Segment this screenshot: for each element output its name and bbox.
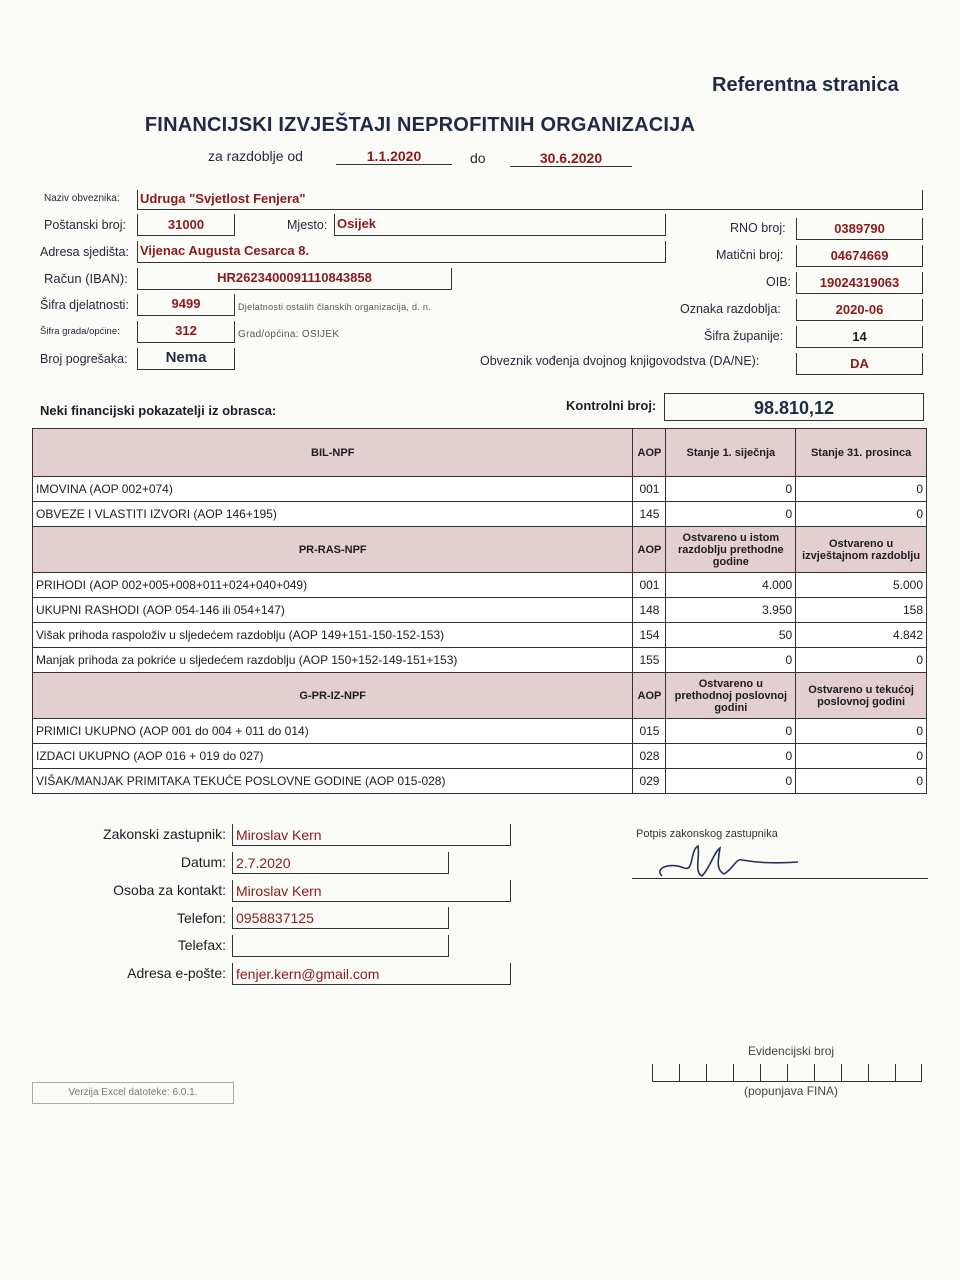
postal-label: Poštanski broj: xyxy=(44,218,126,232)
row-aop: 001 xyxy=(633,573,666,598)
row-label: VIŠAK/MANJAK PRIMITAKA TEKUĆE POSLOVNE GODINE (AOP 015-028) xyxy=(33,769,633,794)
address-field xyxy=(137,241,666,263)
period-to: 30.6.2020 xyxy=(510,150,632,167)
table-row xyxy=(33,477,927,502)
signature-mark xyxy=(650,838,810,888)
signature-label: Potpis zakonskog zastupnika xyxy=(636,828,778,840)
city-code: 312 xyxy=(137,321,235,343)
postal-value: 31000 xyxy=(137,214,235,236)
city-label: Mjesto: xyxy=(287,218,328,232)
aop-header: AOP xyxy=(633,429,666,477)
col2-header: Ostvareno u tekućoj poslovnoj godini xyxy=(796,673,927,719)
period-code-value: 2020-06 xyxy=(796,299,923,321)
iban-value: HR2623400091110843858 xyxy=(137,268,452,290)
date-label: Datum: xyxy=(180,854,226,870)
registry-label: Evidencijski broj xyxy=(748,1044,835,1058)
section-header-pr-ras xyxy=(33,527,927,573)
row-aop: 148 xyxy=(633,598,666,623)
fax-value xyxy=(232,935,449,957)
row-aop: 015 xyxy=(633,719,666,744)
rno-value: 0389790 xyxy=(796,218,923,240)
row-label: PRIMICI UKUPNO (AOP 001 do 004 + 011 do 014) xyxy=(33,719,633,744)
table-row xyxy=(33,648,927,673)
col2-header: Ostvareno u izvještajnom razdoblju xyxy=(796,527,927,573)
row-value-2: 0 xyxy=(796,744,927,769)
indicators-label: Neki financijski pokazatelji iz obrasca: xyxy=(40,403,277,418)
row-value-1: 0 xyxy=(666,502,796,527)
city-desc: Grad/općina: OSIJEK xyxy=(238,329,340,340)
phone-label: Telefon: xyxy=(176,910,226,926)
row-value-1: 0 xyxy=(666,769,796,794)
errors-label: Broj pogrešaka: xyxy=(40,352,128,366)
row-value-2: 4.842 xyxy=(796,623,927,648)
table-row xyxy=(33,502,927,527)
address-label: Adresa sjedišta: xyxy=(40,245,129,259)
row-value-2: 158 xyxy=(796,598,927,623)
aop-header: AOP xyxy=(633,527,666,573)
table-row xyxy=(33,744,927,769)
aop-header: AOP xyxy=(633,673,666,719)
county-value: 14 xyxy=(796,326,923,348)
rno-label: RNO broj: xyxy=(730,221,786,235)
row-aop: 001 xyxy=(633,477,666,502)
row-label: OBVEZE I VLASTITI IZVORI (AOP 146+195) xyxy=(33,502,633,527)
activity-code: 9499 xyxy=(137,294,235,316)
city-field xyxy=(334,214,666,236)
row-value-1: 0 xyxy=(666,648,796,673)
oib-value: 19024319063 xyxy=(796,272,923,294)
period-to-label: do xyxy=(470,150,486,166)
row-label: Višak prihoda raspoloživ u sljedećem razdoblju (AOP 149+151-150-152-153) xyxy=(33,623,633,648)
row-label: PRIHODI (AOP 002+005+008+011+024+040+049) xyxy=(33,573,633,598)
reference-page-label: Referentna stranica xyxy=(712,74,899,96)
period-label: za razdoblje od xyxy=(208,148,303,164)
row-value-1: 0 xyxy=(666,744,796,769)
row-value-1: 50 xyxy=(666,623,796,648)
mb-value: 04674669 xyxy=(796,245,923,267)
double-value: DA xyxy=(796,353,923,375)
period-code-label: Oznaka razdoblja: xyxy=(680,302,781,316)
email-value: fenjer.kern@gmail.com xyxy=(232,963,511,985)
row-aop: 029 xyxy=(633,769,666,794)
col1-header: Ostvareno u istom razdoblju prethodne godine xyxy=(666,527,796,573)
row-value-2: 0 xyxy=(796,719,927,744)
oib-label: OIB: xyxy=(766,275,792,289)
row-value-2: 0 xyxy=(796,648,927,673)
financial-table xyxy=(32,428,927,794)
person-label: Osoba za kontakt: xyxy=(113,882,226,898)
row-value-2: 0 xyxy=(796,477,927,502)
signature-line xyxy=(632,878,928,879)
row-value-2: 5.000 xyxy=(796,573,927,598)
col1-header: Stanje 1. siječnja xyxy=(666,429,796,477)
person-value: Miroslav Kern xyxy=(232,880,511,902)
row-value-1: 3.950 xyxy=(666,598,796,623)
row-label: UKUPNI RASHODI (AOP 054-146 ili 054+147) xyxy=(33,598,633,623)
row-aop: 028 xyxy=(633,744,666,769)
table-row xyxy=(33,719,927,744)
city-code-label: Šifra grada/općine: xyxy=(40,326,120,337)
period-from: 1.1.2020 xyxy=(336,148,452,165)
section-header-bil xyxy=(33,429,927,477)
row-label: Manjak prihoda za pokriće u sljedećem razdoblju (AOP 150+152-149-151+153) xyxy=(33,648,633,673)
registry-note: (popunjava FINA) xyxy=(744,1084,839,1098)
table-row xyxy=(33,623,927,648)
section-header-g-pr-iz xyxy=(33,673,927,719)
col2-header: Stanje 31. prosinca xyxy=(796,429,927,477)
row-aop: 155 xyxy=(633,648,666,673)
row-value-2: 0 xyxy=(796,502,927,527)
section-title: BIL-NPF xyxy=(33,429,633,477)
control-value: 98.810,12 xyxy=(664,393,924,421)
fax-label: Telefax: xyxy=(177,937,226,953)
name-value: Udruga "Svjetlost Fenjera" xyxy=(140,191,306,206)
mb-label: Matični broj: xyxy=(716,248,784,262)
table-row xyxy=(33,598,927,623)
page-title: FINANCIJSKI IZVJEŠTAJI NEPROFITNIH ORGANIZACIJA xyxy=(144,114,696,136)
phone-value: 0958837125 xyxy=(232,907,449,929)
iban-label: Račun (IBAN): xyxy=(44,271,128,286)
county-label: Šifra županije: xyxy=(704,329,784,343)
row-label: IZDACI UKUPNO (AOP 016 + 019 do 027) xyxy=(33,744,633,769)
name-label: Naziv obveznika: xyxy=(44,193,120,204)
table-row xyxy=(33,573,927,598)
errors-value: Nema xyxy=(137,348,235,370)
version-label: Verzija Excel datoteke: 6.0.1. xyxy=(32,1082,234,1104)
rep-value: Miroslav Kern xyxy=(232,824,511,846)
activity-label: Šifra djelatnosti: xyxy=(40,298,129,312)
section-title: PR-RAS-NPF xyxy=(33,527,633,573)
registry-number-field xyxy=(652,1064,922,1082)
table-row xyxy=(33,769,927,794)
date-value: 2.7.2020 xyxy=(232,852,449,874)
name-field xyxy=(137,190,923,210)
row-aop: 154 xyxy=(633,623,666,648)
row-label: IMOVINA (AOP 002+074) xyxy=(33,477,633,502)
col1-header: Ostvareno u prethodnoj poslovnoj godini xyxy=(666,673,796,719)
control-label: Kontrolni broj: xyxy=(566,398,657,413)
row-aop: 145 xyxy=(633,502,666,527)
row-value-1: 4.000 xyxy=(666,573,796,598)
section-title: G-PR-IZ-NPF xyxy=(33,673,633,719)
row-value-2: 0 xyxy=(796,769,927,794)
double-label: Obveznik vođenja dvojnog knjigovodstva (DA/NE): xyxy=(480,354,760,368)
activity-desc: Djelatnosti ostalih članskih organizacija, d. n. xyxy=(238,302,431,312)
row-value-1: 0 xyxy=(666,719,796,744)
row-value-1: 0 xyxy=(666,477,796,502)
rep-label: Zakonski zastupnik: xyxy=(103,826,226,842)
address-value: Vijenac Augusta Cesarca 8. xyxy=(140,243,310,258)
email-label: Adresa e-pošte: xyxy=(127,965,226,981)
city-value: Osijek xyxy=(337,216,377,231)
